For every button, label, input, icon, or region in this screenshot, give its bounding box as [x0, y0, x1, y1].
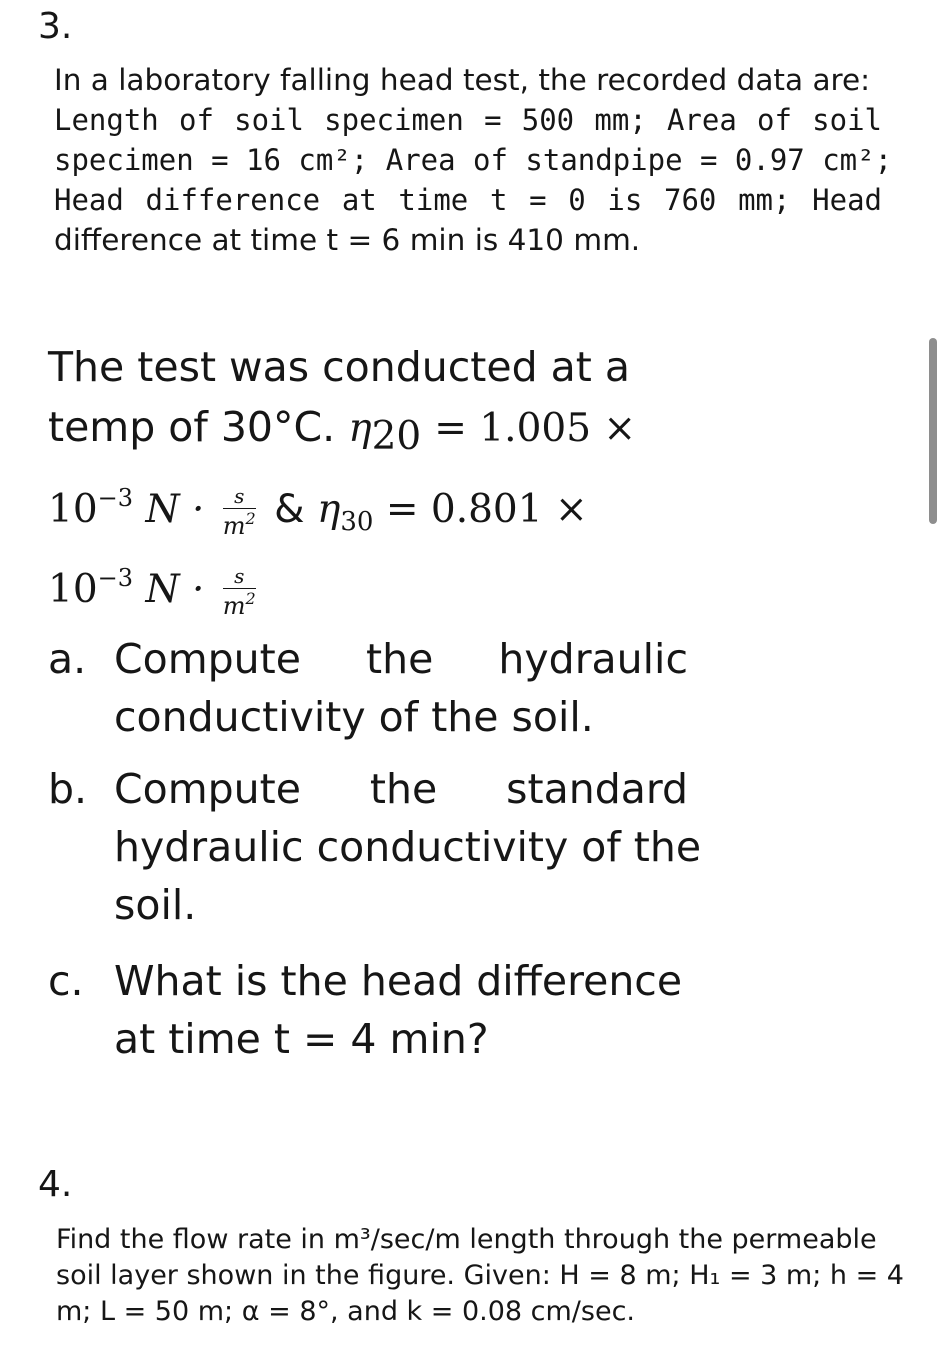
eta-30-value: = 0.801 ×: [385, 487, 588, 532]
fraction-denominator: $m^2$: [222, 589, 256, 620]
problem-4-text: [56, 1222, 904, 1330]
unit-newton: N ·: [145, 567, 205, 612]
problem-3-intro: [54, 60, 893, 260]
eta-20-value: = 1.005 ×: [434, 406, 637, 451]
question-a: [48, 630, 688, 746]
eta-20-symbol: η: [348, 406, 372, 451]
question-a-label: a.: [48, 635, 87, 683]
problem-4-line-1: Find the flow rate in m³/sec/m length through the permeable: [56, 1224, 877, 1255]
formula-line-2: [48, 548, 262, 620]
intro-line-4: Head difference at time t = 0 is 760 mm; Head: [54, 183, 882, 217]
fraction-denominator: $m^2$: [222, 509, 256, 540]
question-b-line-3: soil.: [114, 881, 197, 929]
question-b: [48, 760, 702, 934]
intro-line-1: In a laboratory falling head test, the recorded data are:: [54, 63, 871, 97]
problem-3-number: 3.: [38, 6, 73, 47]
fraction-numerator: s: [223, 486, 256, 509]
question-a-line-1: Compute the hydraulic: [114, 635, 688, 683]
intro-line-5: difference at time t = 6 min is 410 mm.: [54, 223, 641, 257]
problem-4-number: 4.: [38, 1164, 73, 1205]
exponent-power: −3: [97, 564, 134, 592]
question-c: [48, 952, 688, 1068]
exponent-base: 10: [48, 567, 98, 612]
question-b-line-1: Compute the standard: [114, 765, 688, 813]
question-c-line-1: What is the head difference: [114, 957, 683, 1005]
unit-fraction: [223, 566, 256, 618]
question-a-line-2: conductivity of the soil.: [114, 693, 594, 741]
intro-line-3: specimen = 16 cm²; Area of standpipe = 0.97 cm²;: [54, 143, 893, 177]
fraction-numerator: s: [223, 566, 256, 589]
question-c-label: c.: [48, 957, 84, 1005]
scrollbar-thumb[interactable]: [929, 338, 937, 524]
exponent-base: 10: [48, 487, 98, 532]
problem-4-line-2: soil layer shown in the figure. Given: H = 8 m; H₁ = 3 m; h = 4: [56, 1260, 904, 1291]
eta-30-symbol: η: [316, 487, 341, 532]
temperature-line-2: [48, 398, 636, 466]
unit-fraction: [223, 486, 256, 538]
temperature-text: temp of 30°C.: [48, 403, 336, 451]
question-b-label: b.: [48, 765, 88, 813]
question-b-line-2: hydraulic conductivity of the: [114, 823, 702, 871]
temperature-line-1: The test was conducted at a: [48, 343, 630, 391]
unit-newton: N ·: [145, 487, 205, 532]
question-c-line-2: at time t = 4 min?: [114, 1015, 489, 1063]
formula-line-1: [48, 468, 588, 552]
ampersand: &: [274, 487, 305, 532]
problem-4-line-3: m; L = 50 m; α = 8°, and k = 0.08 cm/sec.: [56, 1296, 636, 1327]
exponent-power: −3: [97, 484, 134, 512]
eta-30-subscript: 30: [340, 507, 374, 537]
eta-20-subscript: 20: [371, 414, 422, 459]
intro-line-2: Length of soil specimen = 500 mm; Area of soil: [54, 103, 882, 137]
